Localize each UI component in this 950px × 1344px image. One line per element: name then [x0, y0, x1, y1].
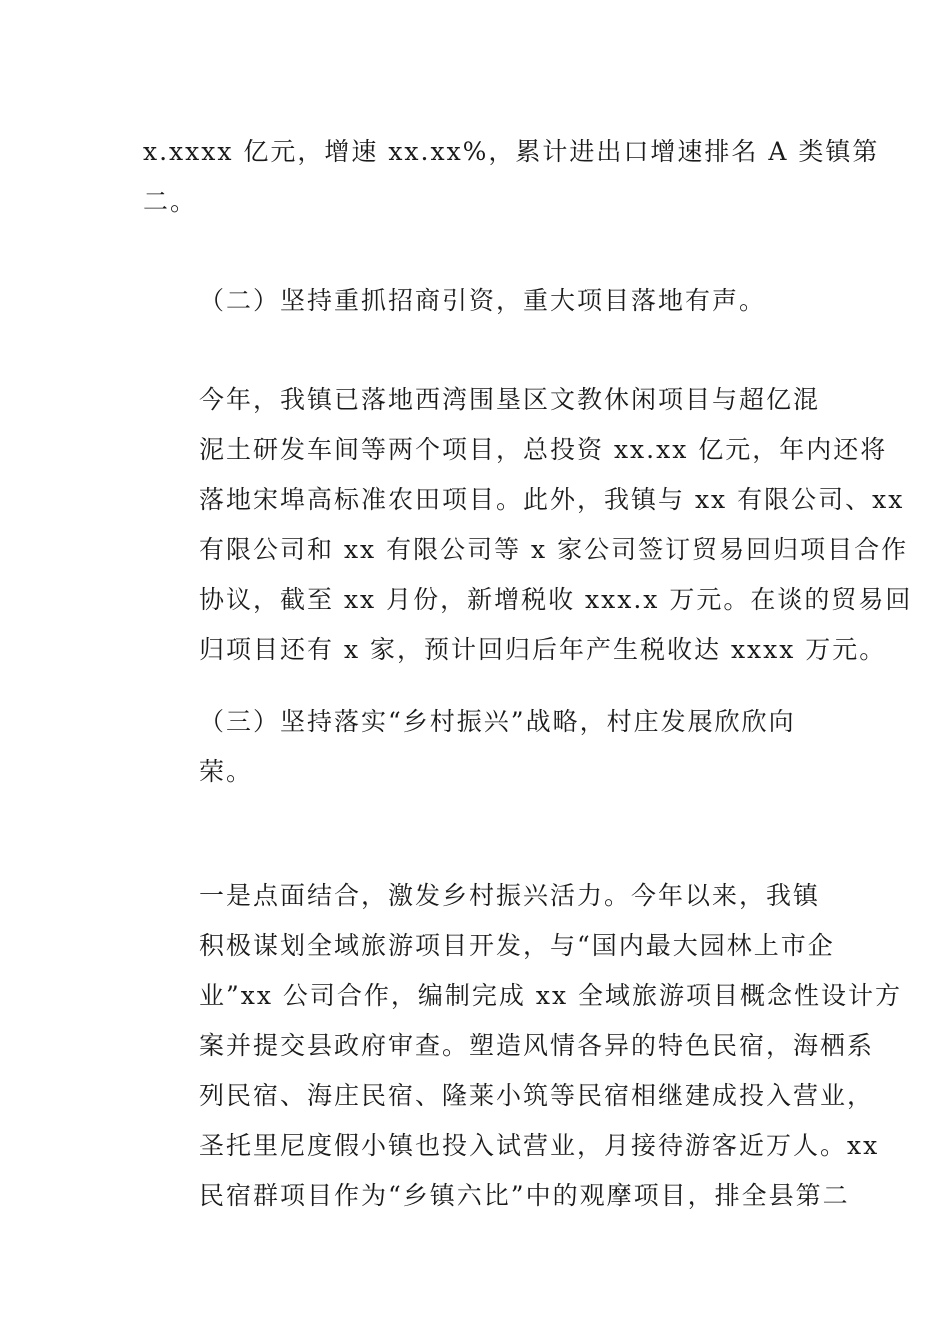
text-line: 案并提交县政府审查。塑造风情各异的特色民宿，海栖系	[199, 1031, 875, 1060]
text-line: （二）坚持重抓招商引资，重大项目落地有声。	[199, 286, 767, 315]
text-line: 归项目还有 x 家，预计回归后年产生税收达 xxxx 万元。	[199, 635, 887, 664]
paragraph-rural-tourism	[143, 871, 903, 1221]
text-line: 圣托里尼度假小镇也投入试营业，月接待游客近万人。xx	[199, 1131, 880, 1160]
text-line: 民宿群项目作为“乡镇六比”中的观摩项目，排全县第二	[199, 1181, 850, 1210]
text-line: 落地宋埠高标准农田项目。此外，我镇与 xx 有限公司、xx	[199, 485, 905, 514]
text-line: x.xxxx 亿元，增速 xx.xx%，累计进出口增速排名 A 类镇第	[143, 137, 880, 166]
text-line: 一是点面结合，激发乡村振兴活力。今年以来，我镇	[199, 881, 821, 910]
text-line: 荣。	[199, 757, 254, 786]
text-line: 协议，截至 xx 月份，新增税收 xxx.x 万元。在谈的贸易回	[199, 585, 913, 614]
text-line: 积极谋划全域旅游项目开发，与“国内最大园林上市企	[199, 931, 835, 960]
text-line: 列民宿、海庄民宿、隆莱小筑等民宿相继建成投入营业，	[199, 1081, 875, 1110]
text-line: 有限公司和 xx 有限公司等 x 家公司签订贸易回归项目合作	[199, 535, 909, 564]
section-heading-investment	[143, 276, 808, 326]
paragraph-investment-projects	[143, 375, 913, 675]
text-line: 业”xx 公司合作，编制完成 xx 全域旅游项目概念性设计方	[199, 981, 903, 1010]
paragraph-trade-growth	[143, 127, 880, 227]
text-line: （三）坚持落实“乡村振兴”战略，村庄发展欣欣向	[199, 707, 796, 736]
text-line: 二。	[143, 187, 198, 216]
text-line: 泥土研发车间等两个项目，总投资 xx.xx 亿元，年内还将	[199, 435, 888, 464]
text-line: 今年，我镇已落地西湾围垦区文教休闲项目与超亿混	[199, 385, 821, 414]
section-heading-rural-revitalization	[143, 697, 808, 797]
